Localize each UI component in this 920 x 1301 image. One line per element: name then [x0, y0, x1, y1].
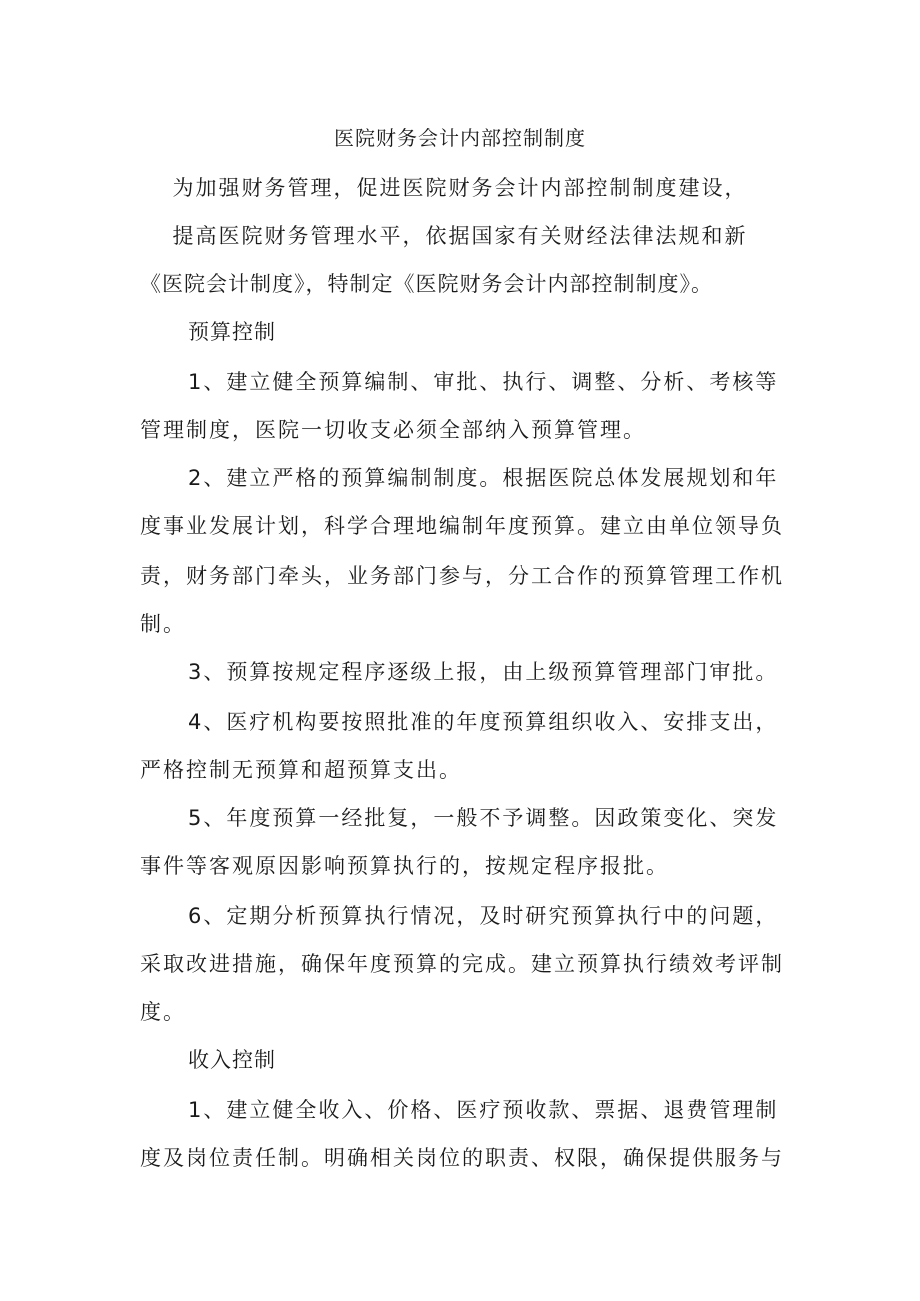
paragraph-line: 6、定期分析预算执行情况，及时研究预算执行中的问题，	[188, 904, 779, 928]
paragraph-line: 3、预算按规定程序逐级上报，由上级预算管理部门审批。	[188, 660, 779, 684]
section-heading: 收入控制	[188, 1048, 276, 1072]
paragraph-line: 4、医疗机构要按照批准的年度预算组织收入、安排支出，	[188, 710, 779, 734]
paragraph-line: 度及岗位责任制。明确相关岗位的职责、权限，确保提供服务与	[140, 1146, 784, 1170]
paragraph-line: 度。	[140, 1000, 186, 1024]
paragraph-line: 1、建立健全收入、价格、医疗预收款、票据、退费管理制	[188, 1098, 779, 1122]
section-heading: 预算控制	[188, 320, 276, 344]
paragraph-line: 1、建立健全预算编制、审批、执行、调整、分析、考核等	[188, 370, 779, 394]
paragraph-line: 2、建立严格的预算编制制度。根据医院总体发展规划和年	[188, 466, 779, 490]
paragraph-line: 责，财务部门牵头，业务部门参与，分工合作的预算管理工作机	[140, 564, 784, 588]
paragraph-line: 制。	[140, 612, 186, 636]
paragraph-line: 度事业发展计划，科学合理地编制年度预算。建立由单位领导负	[140, 514, 784, 538]
intro-line: 《医院会计制度》，特制定《医院财务会计内部控制制度》。	[140, 272, 713, 296]
paragraph-line: 事件等客观原因影响预算执行的，按规定程序报批。	[140, 854, 669, 878]
intro-line: 提高医院财务管理水平，依据国家有关财经法律法规和新	[172, 224, 748, 248]
document-title: 医院财务会计内部控制制度	[334, 126, 586, 150]
paragraph-line: 5、年度预算一经批复，一般不予调整。因政策变化、突发	[188, 806, 779, 830]
paragraph-line: 采取改进措施，确保年度预算的完成。建立预算执行绩效考评制	[140, 952, 784, 976]
intro-line: 为加强财务管理，促进医院财务会计内部控制制度建设，	[172, 176, 748, 200]
paragraph-line: 管理制度，医院一切收支必须全部纳入预算管理。	[140, 418, 646, 442]
paragraph-line: 严格控制无预算和超预算支出。	[140, 758, 462, 782]
